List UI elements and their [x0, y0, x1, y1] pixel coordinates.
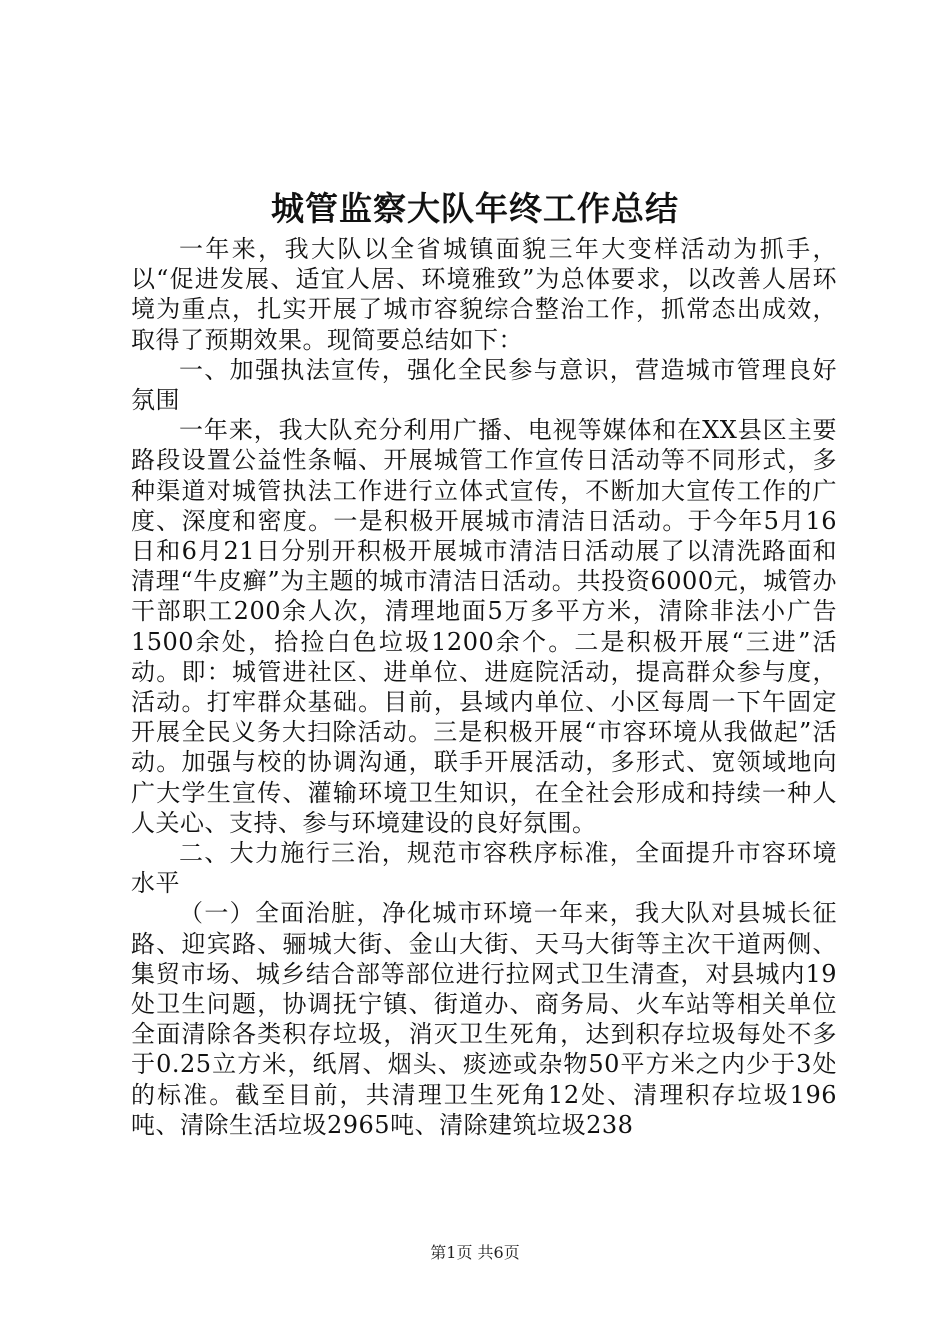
page-number-footer: 第1页 共6页: [430, 1243, 520, 1262]
document-title: 城管监察大队年终工作总结: [271, 189, 679, 228]
section-heading-2: 二、大力施行三治，规范市容秩序标准，全面提升市容环境水平: [131, 839, 837, 898]
document-body: [131, 234, 837, 1140]
paragraph-cleanup: （一）全面治脏，净化城市环境一年来，我大队对县城长征路、迎宾路、骊城大街、金山大街、天马大街等主次干道两侧、集贸市场、城乡结合部等部位进行拉网式卫生清查，对县城内19处卫生问题，协调抚宁镇、街道办、商务局、火车站等相关单位全面清除各类积存垃圾，消灭卫生死角，达到积存垃圾每处不多于0.25立方米，纸屑、烟头、痰迹或杂物50平方米之内少于3处的标准。截至目前，共清理卫生死角12处、清理积存垃圾196吨、清除生活垃圾2965吨、清除建筑垃圾238: [131, 899, 837, 1139]
paragraph-publicity: 一年来，我大队充分利用广播、电视等媒体和在XX县区主要路段设置公益性条幅、开展城管工作宣传日活动等不同形式，多种渠道对城管执法工作进行立体式宣传，不断加大宣传工作的广度、深度和密度。一是积极开展城市清洁日活动。于今年5月16日和6月21日分别开积极开展城市清洁日活动展了以清洗路面和清理“牛皮癣”为主题的城市清洁日活动。共投资6000元，城管办干部职工200余人次，清理地面5万多平方米，清除非法小广告1500余处，拾捡白色垃圾1200余个。二是积极开展“三进”活动。即：城管进社区、进单位、进庭院活动，提高群众参与度，活动。打牢群众基础。目前，县域内单位、小区每周一下午固定开展全民义务大扫除活动。三是积极开展“市容环境从我做起”活动。加强与校的协调沟通，联手开展活动，多形式、宽领域地向广大学生宣传、灌输环境卫生知识，在全社会形成和持续一种人人关心、支持、参与环境建设的良好氛围。: [131, 416, 837, 837]
section-heading-1: 一、加强执法宣传，强化全民参与意识，营造城市管理良好氛围: [131, 355, 837, 415]
paragraph-intro: 一年来，我大队以全省城镇面貌三年大变样活动为抓手，以“促进发展、适宜人居、环境雅致”为总体要求，以改善人居环境为重点，扎实开展了城市容貌综合整治工作，抓常态出成效，取得了预期效果。现简要总结如下：: [131, 235, 837, 354]
